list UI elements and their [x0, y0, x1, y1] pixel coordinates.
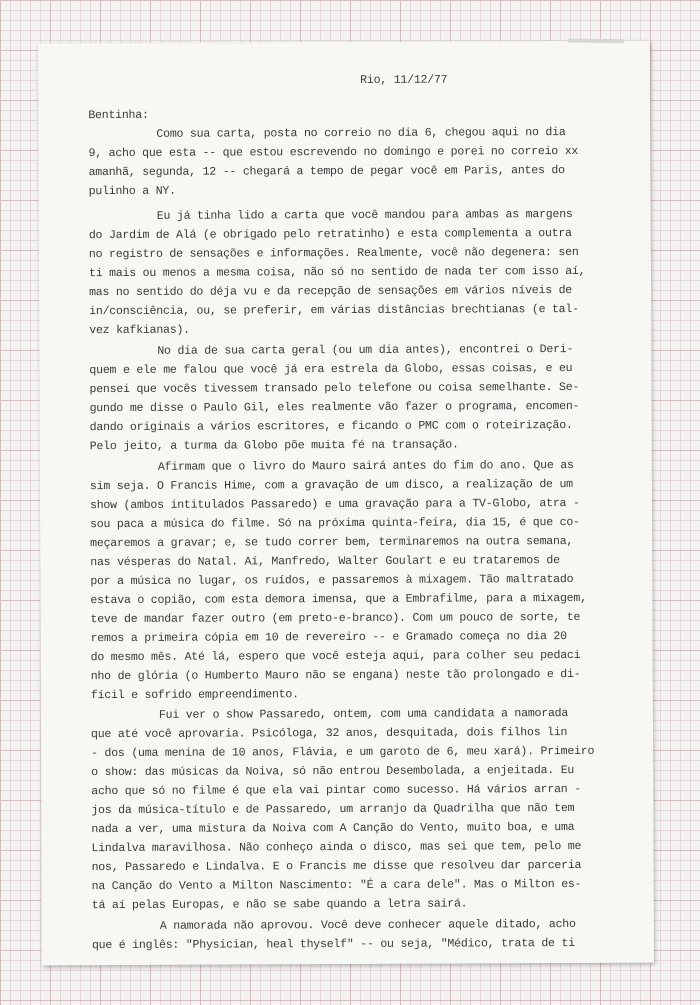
letter-line: in/consciência, ou, se preferir, em várias distâncias brechtianas (e tal-: [89, 302, 579, 319]
letter-line: nos, Passaredo e Lindalva. E o Francis me disse que resolveu dar parceria: [91, 858, 582, 875]
letter-line: do mesmo mês. Até lá, espero que você esteja aqui, para colher seu pedaci: [90, 648, 581, 665]
letter-line: dando originais a vários escritores, e ficando o PMC com o roteirização.: [89, 419, 573, 435]
letter-line: que até você aprovaria. Psicóloga, 32 anos, desquitada, dois filhos lin: [90, 726, 568, 742]
letter-line: jos da música-título e de Passaredo, um arranjo da Quadrilha que não tem: [91, 802, 575, 818]
letter-line: teve de mandar fazer outro (em preto-e-branco). Com um pouco de sorte, te: [90, 610, 581, 627]
letter-page: [38, 41, 654, 966]
letter-line: que é inglês: "Physician, heal thyself" -- ou seja, "Médico, trata de ti: [91, 937, 575, 953]
letter-line: A namorada não aprovou. Você deve conhecer aquele ditado, acho: [159, 918, 576, 933]
letter-salutation: Bentinha:: [88, 108, 149, 123]
letter-line: fícil e sofrido empreendimento.: [90, 688, 299, 703]
letter-line: quem e ele me falou que você já era estrela da Globo, essas coisas, e eu: [89, 362, 573, 378]
letter-line: meçaremos a gravar; e, se tudo correr bem, terminaremos na outra semana,: [90, 535, 574, 551]
letter-line: nada a ver, uma mistura da Noiva com A Canção do Vento, muito boa, e uma: [91, 821, 575, 837]
letter-line: Eu já tinha lido a carta que você mandou para ambas as margens: [156, 208, 573, 223]
letter-line: nho de glória (o Humberto Mauro não se engana) neste tão prolongado e di-: [90, 667, 581, 684]
letter-line: sou paca a música do filme. Só na próxima quinta-feira, dia 15, é que co-: [90, 515, 580, 532]
letter-line: Lindalva maravilhosa. Não conheço ainda o disco, mas sei que tem, pelo me: [91, 839, 582, 856]
letter-line: mas no sentido do déja vu e da recepção de sensações em vários níveis de: [89, 284, 573, 300]
paper-tear-mark: [568, 39, 624, 44]
letter-line: pensei que vocês tivessem transado pelo telefone ou coisa semelhante. Se-: [89, 380, 580, 397]
letter-line: tá aí pelas Europas, e não se sabe quando a letra sairá.: [91, 897, 468, 913]
letter-line: sim seja. O Francis Hime, com a gravação de um disco, a realização de um: [89, 478, 573, 494]
letter-line: amanhã, segunda, 12 -- chegará a tempo de pegar você em Paris, antes do: [88, 164, 565, 180]
letter-line: No dia de sua carta geral (ou um dia antes), encontrei o Deri-: [157, 343, 574, 358]
letter-line: por a música no lugar, os ruídos, e passaremos à mixagem. Tão maltratado: [90, 573, 574, 589]
letter-line: 9, acho que esta -- que estou escrevendo no domingo e porei no correio xx: [88, 144, 579, 161]
letter-line: no registro de sensações e informações. Realmente, você não degenera: sen: [88, 245, 579, 262]
letter-line: Pelo jeito, a turma da Globo põe muita fé na transação.: [89, 438, 459, 454]
letter-line: na Canção do Vento a Milton Nascimento: "É a cara dele". Mas o Milton es-: [91, 877, 582, 894]
letter-line: Fui ver o show Passaredo, ontem, com uma candidata a namorada: [158, 707, 569, 722]
letter-dateline: Rio, 11/12/77: [360, 73, 448, 87]
letter-line: show (ambos intitulados Passaredo) e uma gravação para a TV-Globo, atra -: [89, 496, 580, 513]
letter-line: - dos (uma menina de 10 anos, Flávia, e um garoto de 6, meu xará). Primeiro: [91, 744, 595, 761]
letter-line: estava o copião, com esta demora imensa, que a Embrafilme, para a mixagem,: [90, 591, 587, 608]
letter-line: gundo me disse o Paulo Gil, eles realmente vão fazer o programa, encomen-: [89, 399, 580, 416]
letter-line: do Jardim de Alá (e obrigado pelo retratinho) e esta complementa a outra: [88, 227, 572, 243]
letter-line: vez kafkianas).: [89, 323, 190, 338]
letter-line: ti mais ou menos a mesma coisa, não só no sentido de nada ter com isso aí,: [88, 264, 586, 281]
letter-line: nas vésperas do Natal. Aí, Manfredo, Walter Goulart e eu trataremos de: [90, 554, 560, 570]
letter-line: pulinho a NY.: [88, 184, 176, 199]
letter-line: remos a primeira cópia em 10 de revereiro -- e Gramado começa no dia 20: [90, 630, 567, 646]
letter-line: o show: das músicas da Noiva, só não entrou Desembolada, a enjeitada. Eu: [91, 764, 575, 780]
letter-line: Como sua carta, posta no correio no dia 6, chegou aqui no dia: [156, 126, 566, 141]
letter-line: Afirmam que o livro do Mauro sairá antes do fim do ano. Que as: [157, 459, 574, 474]
letter-line: acho que só no filme é que ela vai pintar como sucesso. Há vários arran -: [91, 782, 581, 799]
letter-body: [38, 41, 650, 953]
